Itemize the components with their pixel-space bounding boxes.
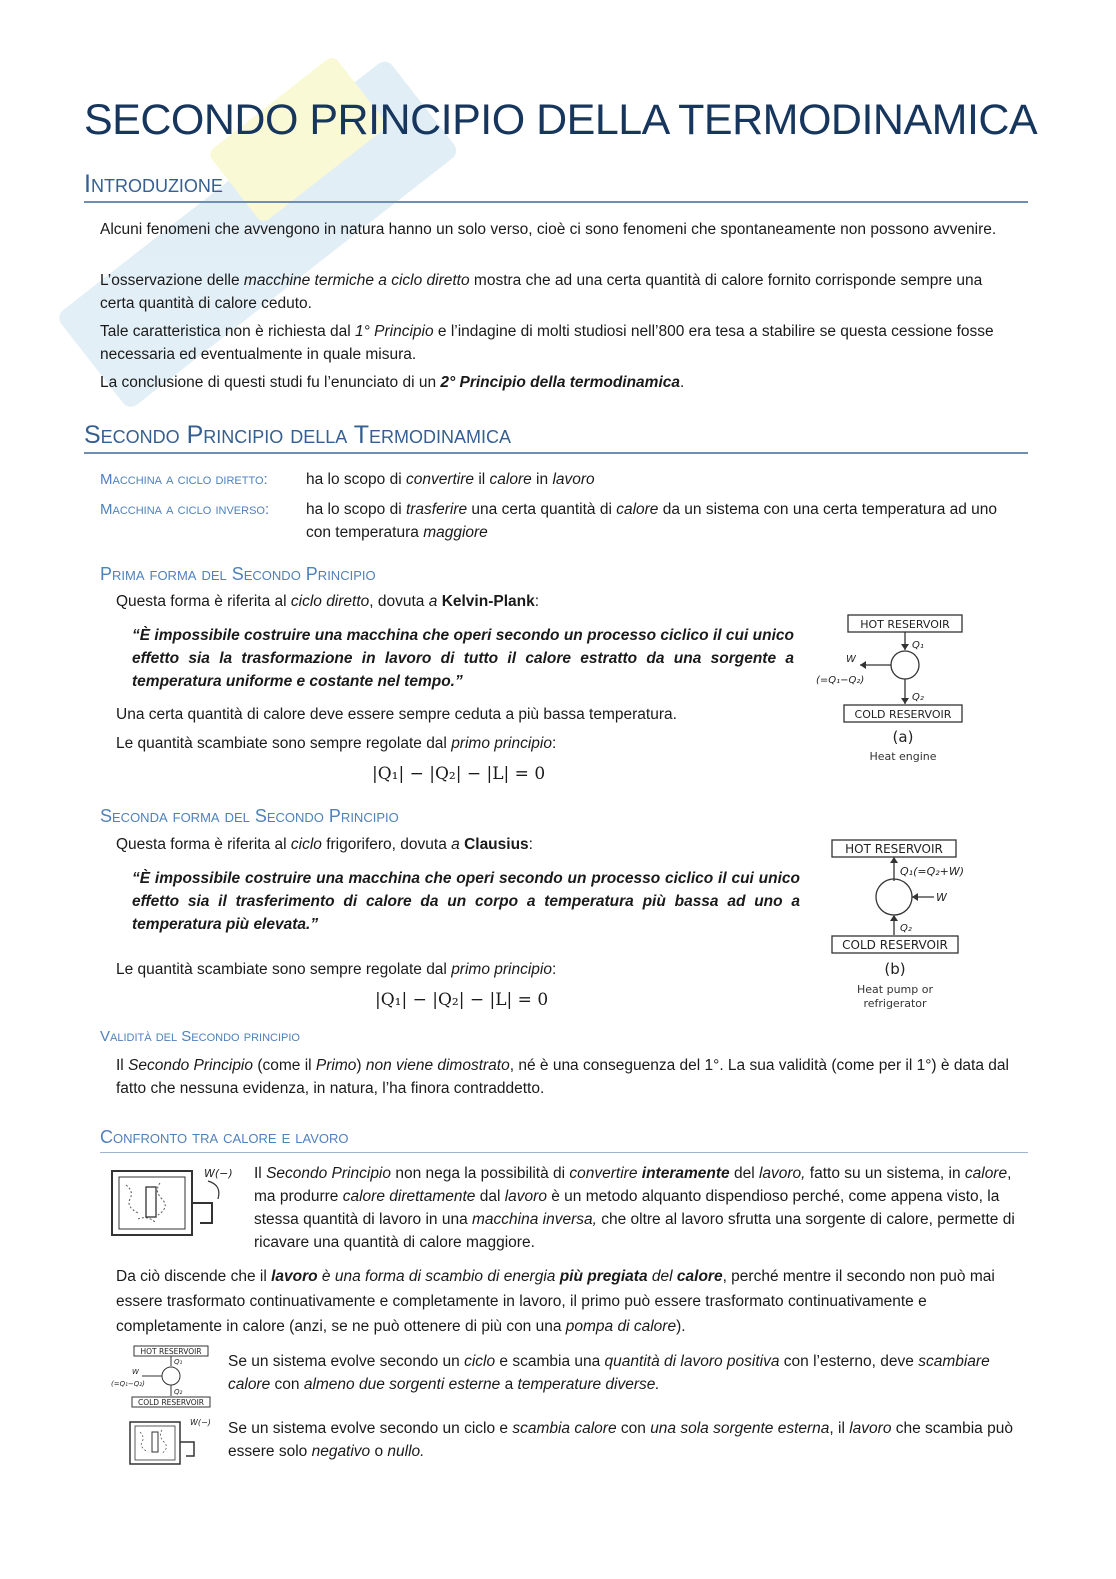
formula-second: |Q₁| − |Q₂| − |L| = 0 [375,990,549,1010]
mini-w-negative-label: W(−) [190,1418,211,1427]
cold-reservoir-label: COLD RESERVOIR [854,708,952,721]
mini-cold-label: COLD RESERVOIR [137,1398,205,1407]
intro-paragraph-3: Tale caratteristica non è richiesta dal 1° Principio e l’indagine di molti studiosi nell’800 era tesa a stabilire se questa cessione fosse necessaria ed eventualmente in quale misura. [100,323,994,363]
definition-ciclo-inverso-text: ha lo scopo di trasferire una certa quantità di calore da un sistema con una certa temperatura ad uno con temperatura maggiore [306,501,998,541]
mini-q2-label: Q₂ [174,1388,183,1396]
mini-w-label: W [132,1368,139,1376]
heading-prima-forma: Prima forma del Secondo Principio [100,564,376,584]
figure-a-label: (a) [892,728,914,746]
formula-first: |Q₁| − |Q₂| − |L| = 0 [372,764,546,784]
intro-paragraph-4: La conclusione di questi studi fu l’enunciato di un 2° Principio della termodinamica. [100,374,685,391]
mini-w-expression: (=Q₁−Q₂) [111,1380,145,1388]
prima-forma-intro: Questa forma è riferita al ciclo diretto, dovuta a Kelvin-Plank: [116,593,540,610]
confronto-paragraph-2: Da ciò discende che il lavoro è una forma di scambio di energia più pregiata del calore, perché mentre il secondo non può mai essere trasformato continuativamente e completamente in lavoro, il primo può essere trasformato continuativamente e completamente in calore (anzi, se ne può ottenere di più con una pompa di calore). [116,1268,995,1335]
heat-pump-diagram [828,835,998,1017]
seconda-forma-rule: Le quantità scambiate sono sempre regolate dal primo principio: [116,961,557,978]
heading-seconda-forma: Seconda forma del Secondo Principio [100,806,399,826]
figure-b-label: (b) [884,960,906,978]
mini-heat-engine-diagram [110,1344,212,1410]
heading-secondo-principio: Secondo Principio della Termodinamica [84,421,1028,454]
hot-reservoir-label: HOT RESERVOIR [860,618,950,631]
cold-reservoir-label-b: COLD RESERVOIR [842,938,948,952]
heading-confronto: Confronto tra calore e lavoro [100,1127,1028,1153]
q1-expression: Q₁(=Q₂+W) [900,865,965,878]
figure-b-caption-2: refrigerator [863,997,927,1010]
mini-q1-label: Q₁ [174,1358,183,1366]
intro-paragraph-2: L’osservazione delle macchine termiche a ciclo diretto mostra che ad una certa quantità di calore fornito corrisponde sempre una certa quantità di calore ceduto. [100,272,983,312]
clausius-statement: “È impossibile costruire una macchina che operi secondo un processo ciclico il cui unico effetto sia il trasferimento di calore da un corpo a temperatura più bassa ad uno a temperatura più elevata.” [132,870,800,933]
w-label-b: W [936,891,947,904]
q2-label: Q₂ [912,692,924,703]
intro-paragraph-1: Alcuni fenomeni che avvengono in natura hanno un solo verso, cioè ci sono fenomeni che spontaneamente non possono avvenire. [100,221,997,238]
mini-work-diagram [128,1416,212,1468]
validita-paragraph: Il Secondo Principio (come il Primo) non viene dimostrato, né è una conseguenza del 1°. La sua validità (come per il 1°) è data dal fatto che nessuna evidenza, in natura, l’ha finora contraddetto. [116,1057,1009,1097]
heat-engine-diagram [814,610,974,770]
figure-b-caption-1: Heat pump or [857,983,933,996]
prima-forma-rule: Le quantità scambiate sono sempre regolate dal primo principio: [116,735,557,752]
definition-ciclo-diretto-text: ha lo scopo di convertire il calore in lavoro [306,471,595,488]
work-to-heat-diagram [108,1163,238,1243]
figure-a-caption: Heat engine [869,750,937,763]
hot-reservoir-label-b: HOT RESERVOIR [845,842,943,856]
q2-label-b: Q₂ [900,923,912,934]
w-label: W [846,654,856,665]
confronto-paragraph-1: Il Secondo Principio non nega la possibilità di convertire interamente del lavoro, fatto su un sistema, in calore, ma produrre calore direttamente dal lavoro è un metodo alquanto dispendioso perché, come appena visto, la stessa quantità di lavoro in una macchina inversa, che oltre al lavoro sfrutta una sorgente di calore, permette di ricavare una quantità di calore maggiore. [254,1165,1015,1251]
mini-hot-label: HOT RESERVOIR [140,1347,202,1356]
page-title: SECONDO PRINCIPIO DELLA TERMODINAMICA [84,96,1038,144]
definition-ciclo-inverso-label: Macchina a ciclo inverso: [100,501,270,518]
w-negative-label: W(−) [204,1167,233,1180]
confronto-paragraph-4: Se un sistema evolve secondo un ciclo e scambia calore con una sola sorgente esterna, il lavoro che scambia può essere solo negativo o nullo. [228,1420,1013,1460]
heading-introduzione: Introduzione [84,170,1028,203]
w-expression: (=Q₁−Q₂) [816,675,865,686]
prima-forma-note: Una certa quantità di calore deve essere sempre ceduta a più bassa temperatura. [116,706,677,723]
confronto-paragraph-3: Se un sistema evolve secondo un ciclo e scambia una quantità di lavoro positiva con l’esterno, deve scambiare calore con almeno due sorgenti esterne a temperature diverse. [228,1353,990,1393]
heading-validita: Validità del Secondo principio [100,1028,300,1045]
seconda-forma-intro: Questa forma è riferita al ciclo frigorifero, dovuta a Clausius: [116,836,533,853]
q1-label: Q₁ [912,640,924,651]
definition-ciclo-diretto-label: Macchina a ciclo diretto: [100,471,268,488]
kelvin-plank-statement: “È impossibile costruire una macchina che operi secondo un processo ciclico il cui unico effetto sia la trasformazione in lavoro di tutto il calore estratto da una sorgente a temperatura uniforme e costante nel tempo.” [132,627,794,690]
